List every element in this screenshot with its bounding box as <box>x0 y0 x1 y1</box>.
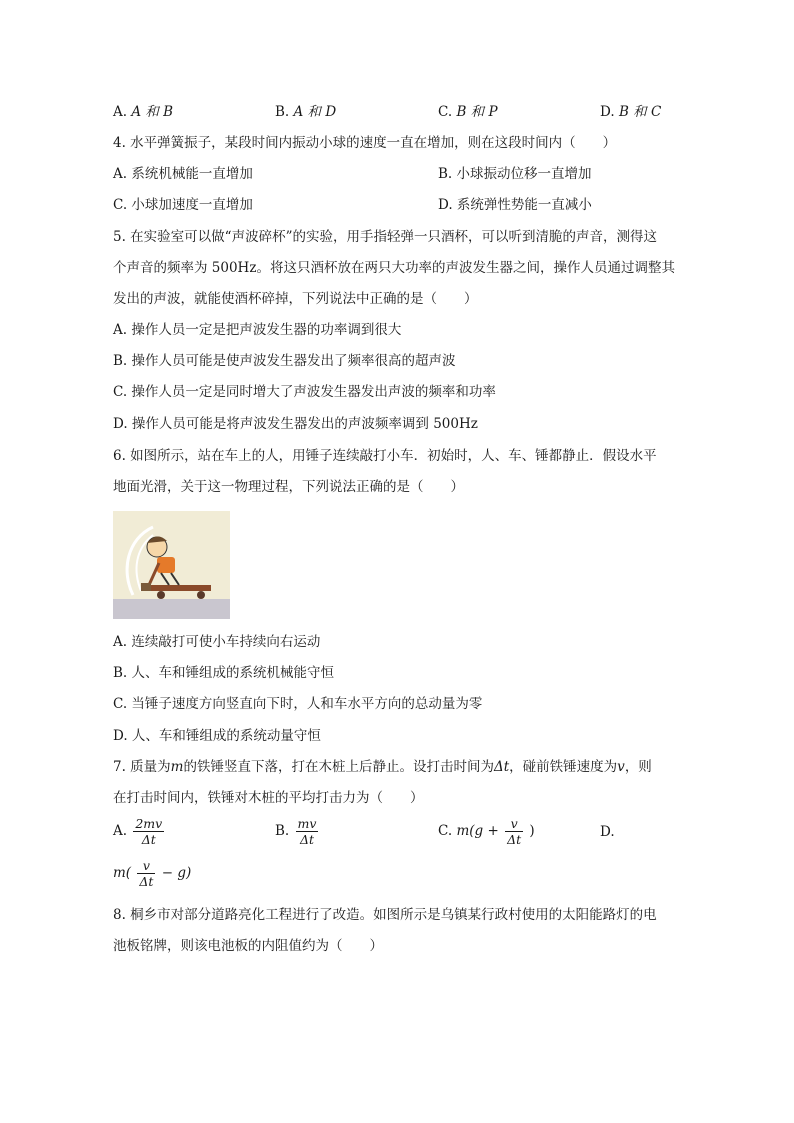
q7-option-c-fraction: $\frac{v}{\Delta t}$ <box>507 816 522 847</box>
q7-option-b-fraction: $\frac{mv}{\Delta t}$ <box>297 816 317 847</box>
q7-option-d: m( $\frac{v}{\Delta t}$ − g) <box>113 858 192 889</box>
q5-stem-line1: 5. 在实验室可以做“声波碎杯”的实验，用手指轻弹一只酒杯，可以听到清脆的声音，测得这 <box>113 229 657 245</box>
q7-option-a-fraction: $\frac{2mv}{\Delta t}$ <box>135 816 163 847</box>
q7-stem-line2: 在打击时间内，铁锤对木桩的平均打击力为（ ） <box>113 790 424 806</box>
q3-option-a: A. A 和 B <box>113 104 174 120</box>
q4-option-a: A. 系统机械能一直增加 <box>113 166 253 182</box>
q4-option-c: C. 小球加速度一直增加 <box>113 197 253 213</box>
q7-option-d-fraction: $\frac{v}{\Delta t}$ <box>139 858 154 889</box>
q6-stem-line2: 地面光滑，关于这一物理过程，下列说法正确的是（ ） <box>113 479 464 495</box>
q7-mass-symbol: m <box>170 759 184 775</box>
q8-stem-line2: 池板铭牌，则该电池板的内阻值约为（ ） <box>113 938 383 954</box>
q7-time-symbol: Δt <box>493 759 510 775</box>
q5-option-a: A. 操作人员一定是把声波发生器的功率调到很大 <box>113 322 402 338</box>
q5-option-c: C. 操作人员一定是同时增大了声波发生器发出声波的频率和功率 <box>113 384 496 400</box>
q4-option-d: D. 系统弹性势能一直减小 <box>438 197 592 213</box>
q3-option-d: D. B 和 C <box>600 104 662 120</box>
q7-option-a: A. $\frac{2mv}{\Delta t}$ <box>113 816 163 847</box>
q6-option-a: A. 连续敲打可使小车持续向右运动 <box>113 634 321 650</box>
q4-stem: 4. 水平弹簧振子，某段时间内振动小球的速度一直在增加，则在这段时间内（ ） <box>113 135 617 151</box>
q8-stem-line1: 8. 桐乡市对部分道路亮化工程进行了改造。如图所示是乌镇某行政村使用的太阳能路灯的电 <box>113 907 657 923</box>
hammer-cart-figure <box>113 511 230 619</box>
q3-option-c: C. B 和 P <box>438 104 498 120</box>
q5-stem-line2: 个声音的频率为 500Hz。将这只酒杯放在两只大功率的声波发生器之间，操作人员通过调整其 <box>113 260 675 276</box>
q6-option-c: C. 当锤子速度方向竖直向下时，人和车水平方向的总动量为零 <box>113 696 483 712</box>
hammer-cart-illustration <box>113 511 230 619</box>
q4-option-b: B. 小球振动位移一直增加 <box>438 166 592 182</box>
q5-option-d: D. 操作人员可能是将声波发生器发出的声波频率调到 500Hz <box>113 416 478 432</box>
q5-option-b: B. 操作人员可能是使声波发生器发出了频率很高的超声波 <box>113 353 456 369</box>
q6-option-d: D. 人、车和锤组成的系统动量守恒 <box>113 728 321 744</box>
q7-option-b: B. $\frac{mv}{\Delta t}$ <box>275 816 317 847</box>
q7-velocity-symbol: v <box>617 759 625 775</box>
q6-stem-line1: 6. 如图所示，站在车上的人，用锤子连续敲打小车．初始时，人、车、锤都静止．假设水平 <box>113 448 657 464</box>
q7-option-c: C. m(g + $\frac{v}{\Delta t}$ ) <box>438 816 535 847</box>
q5-stem-line3: 发出的声波，就能使酒杯碎掉，下列说法中正确的是（ ） <box>113 291 478 307</box>
q7-stem-line1: 7. 质量为m的铁锤竖直下落，打在木桩上后静止。设打击时间为Δt，碰前铁锤速度为v，则 <box>113 759 652 775</box>
q6-option-b: B. 人、车和锤组成的系统机械能守恒 <box>113 665 335 681</box>
q7-option-d-label: D. <box>600 824 615 840</box>
q3-option-b: B. A 和 D <box>275 104 337 120</box>
